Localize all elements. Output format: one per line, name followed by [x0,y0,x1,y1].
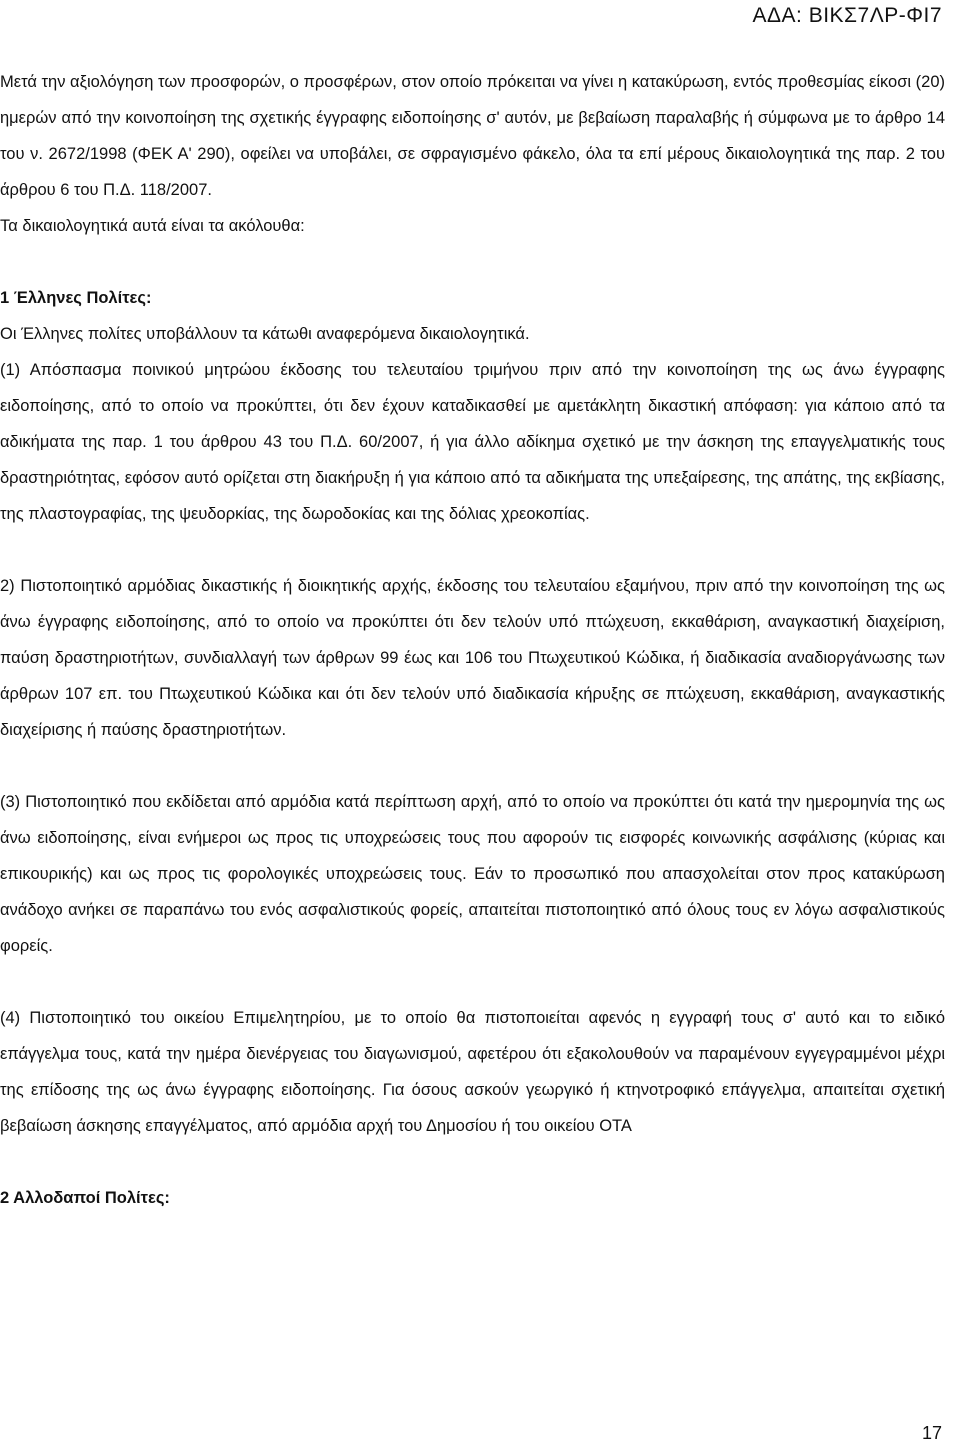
document-body [0,64,945,1216]
documents-line: Τα δικαιολογητικά αυτά είναι τα ακόλουθα: [0,217,305,235]
requirement-item-1: (1) Απόσπασμα ποινικού μητρώου έκδοσης του τελευταίου τριμήνου πριν από την κοινοποίηση της ως άνω έγγραφης ειδοποίησης, από το οποίο να προκύπτει, ότι δεν έχουν καταδικασθεί με αμετάκλητη δικαστική απόφαση: για κάποιο από τα αδικήματα της παρ. 1 του άρθρου 43 του Π.Δ. 60/2007, ή για άλλο αδίκημα σχετικό με την άσκηση της επαγγελματικής τους δραστηριότητας, εφόσον αυτό ορίζεται στη διακήρυξη ή για κάποιο από τα αδικήματα της υπεξαίρεσης, της απάτης, της εκβίασης, της πλαστογραφίας, της ψευδορκίας, της δωροδοκίας και της δόλιας χρεοκοπίας. [0,361,945,523]
requirement-item-4: (4) Πιστοποιητικό του οικείου Επιμελητηρίου, με το οποίο θα πιστοποιείται αφενός η εγγραφή τους σ' αυτό και το ειδικό επάγγελμα τους, κατά την ημέρα διενέργειας του διαγωνισμού, αφετέρου ότι εξακολουθούν να παραμένουν εγγεγραμμένοι μέχρι της επίδοσης της ως άνω έγγραφης ειδοποίησης. Για όσους ασκούν γεωργικό ή κτηνοτροφικό επάγγελμα, απαιτείται σχετική βεβαίωση άσκησης επαγγέλματος, από αρμόδια αρχή του Δημοσίου ή του οικείου ΟΤΑ [0,1009,945,1135]
page-number: 17 [921,1423,942,1443]
requirement-item-2: 2) Πιστοποιητικό αρμόδιας δικαστικής ή διοικητικής αρχής, έκδοσης του τελευταίου εξαμήνου, πριν από την κοινοποίηση της ως άνω έγγραφης ειδοποίησης, από το οποίο να προκύπτει ότι δεν τελούν υπό πτώχευση, εκκαθάριση, αναγκαστική διαχείριση, παύση δραστηριοτήτων, συνδιαλλαγή των άρθρων 99 έως και 106 του Πτωχευτικού Κώδικα, ή διαδικασία αναδιοργάνωσης των άρθρων 107 επ. του Πτωχευτικού Κώδικα και ότι δεν τελούν υπό διαδικασία κήρυξης σε πτώχευση, εκκαθάριση, αναγκαστικής διαχείρισης ή παύσης δραστηριοτήτων. [0,577,945,739]
requirement-item-3: (3) Πιστοποιητικό που εκδίδεται από αρμόδια κατά περίπτωση αρχή, από το οποίο να προκύπτει ότι κατά την ημερομηνία της ως άνω ειδοποίησης, είναι ενήμεροι ως προς τις υποχρεώσεις τους που αφορούν τις εισφορές κοινωνικής ασφάλισης (κύριας και επικουρικής) και ως προς τις φορολογικές υποχρεώσεις τους. Εάν το προσωπικό που απασχολείται στον προς κατακύρωση ανάδοχο ανήκει σε παραπάνω του ενός ασφαλιστικούς φορείς, απαιτείται πιστοποιητικό από όλους τους εν λόγω ασφαλιστικούς φορείς. [0,793,945,955]
section-heading-greek-citizens: 1 Έλληνες Πολίτες: [0,289,152,307]
intro-paragraph: Μετά την αξιολόγηση των προσφορών, ο προσφέρων, στον οποίο πρόκειται να γίνει η κατακύρωση, εντός προθεσμίας είκοσι (20) ημερών από την κοινοποίηση της σχετικής έγγραφης ειδοποίησης σ' αυτόν, με βεβαίωση παραλαβής ή σύμφωνα με το άρθρο 14 του ν. 2672/1998 (ΦΕΚ Α' 290), οφείλει να υποβάλει, σε σφραγισμένο φάκελο, όλα τα επί μέρους δικαιολογητικά της παρ. 2 του άρθρου 6 του Π.Δ. 118/2007. [0,73,945,199]
section-intro-greek-citizens: Οι Έλληνες πολίτες υποβάλλουν τα κάτωθι αναφερόμενα δικαιολογητικά. [0,325,530,343]
section-heading-foreign-citizens: 2 Αλλοδαποί Πολίτες: [0,1189,170,1207]
ada-code: ΑΔΑ: ΒΙΚΣ7ΛΡ-ΦΙ7 [752,4,942,27]
